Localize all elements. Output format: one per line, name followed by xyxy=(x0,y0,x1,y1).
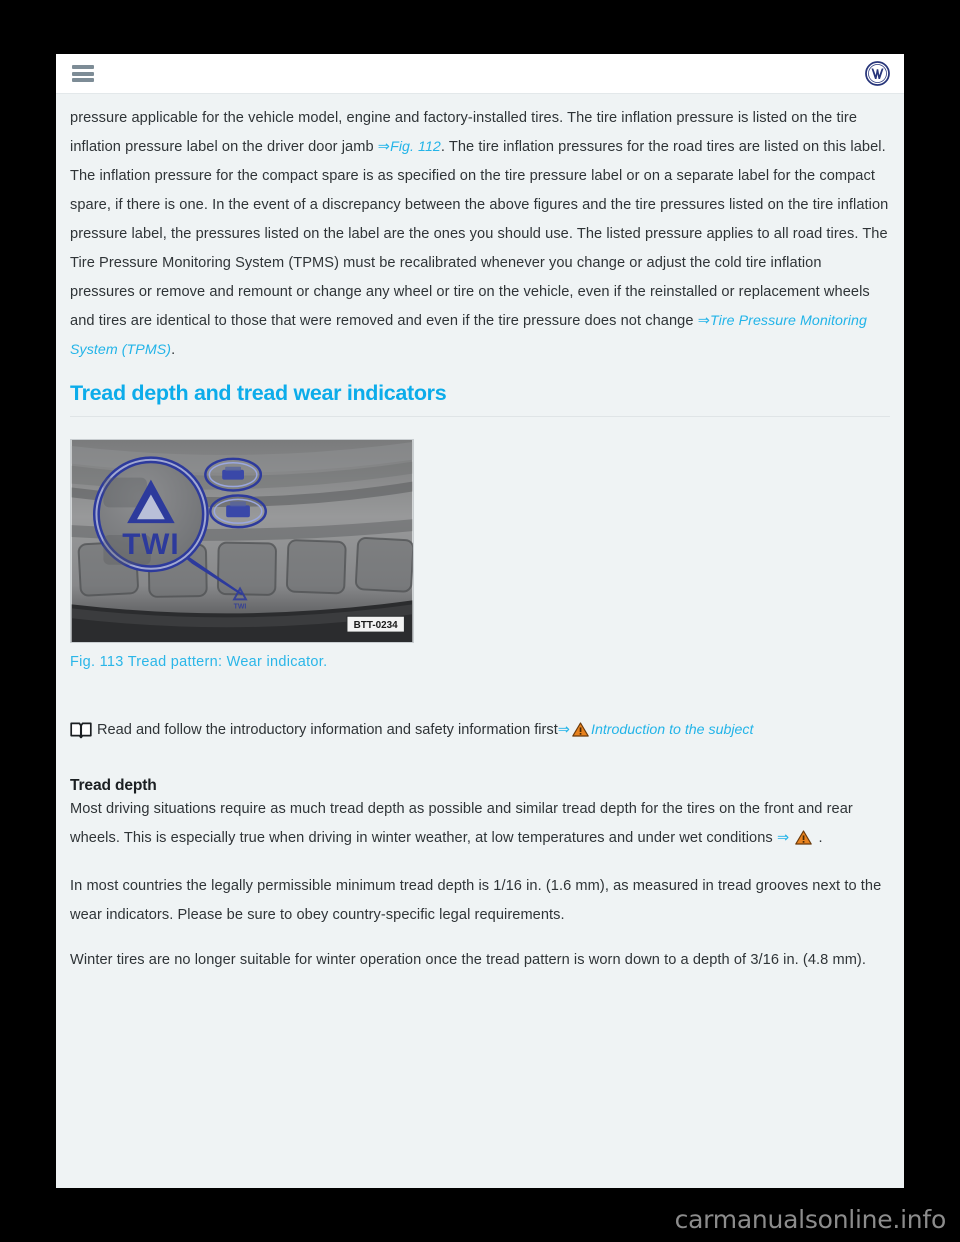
paragraph-text-part-1: pressure applicable for the vehicle model, engine and factory-installed tires. The tire inflation pressure is listed on the tire inflation pressure label on the driver door jamb xyxy=(70,110,858,155)
svg-text:TWI: TWI xyxy=(233,603,247,611)
cross-reference-introduction[interactable]: Introduction to the subject xyxy=(591,722,754,738)
paragraph-minimum-tread-depth: In most countries the legally permissible minimum tread depth is 1/16 in. (1.6 mm), as measured in tread grooves next to the wear indicators. Please be sure to obey country-specific legal requirements. xyxy=(70,878,882,923)
paragraph-text-part-2: . xyxy=(818,830,823,846)
paragraph-text-part-2: . The tire inflation pressures for the road tires are listed on this label. The inflation pressure for the compact spare is as specified on the tire pressure label or on a separate label for the compact spare, if there is one. In the event of a discrepancy between the above figures and the tire pressures listed on the tire inflation pressure label, the pressures listed on the label are the ones you should use. The listed pressure applies to all road tires. The Tire Pressure Monitoring System (TPMS) must be recalibrated whenever you change or adjust the cold tire inflation pressures or remove and remount or change any wheel or tire on the vehicle, even if the reinstalled or replacement wheels and tires are identical to those that were removed and even if the tire pressure does not change xyxy=(70,139,889,329)
paragraph-continuation xyxy=(70,104,890,365)
manual-page xyxy=(56,54,904,1188)
paragraph-text-part-1: Most driving situations require as much tread depth as possible and similar tread depth for the tires on the front and rear wheels. This is especially true when driving in winter weather, at low temperatures and under wet conditions xyxy=(70,801,853,846)
svg-text:BTT-0234: BTT-0234 xyxy=(353,620,398,632)
hamburger-bar xyxy=(72,65,94,69)
xref-arrow-icon: ⇒ xyxy=(697,313,710,329)
paragraph-text-part-3: . xyxy=(171,342,176,358)
xref-arrow-icon: ⇒ xyxy=(557,722,570,738)
paragraph-tread-depth xyxy=(70,795,890,856)
vw-logo-icon[interactable] xyxy=(865,61,890,86)
cross-reference-fig-112[interactable]: Fig. 112 xyxy=(390,139,441,155)
cross-reference-tpms[interactable]: Tire Pressure Monitoring System (TPMS) xyxy=(70,313,867,358)
warning-triangle-icon xyxy=(572,719,589,747)
note-text: Read and follow the introductory information and safety information first xyxy=(97,722,558,738)
svg-text:TWI: TWI xyxy=(122,527,180,561)
site-watermark: carmanualsonline.info xyxy=(674,1205,946,1234)
section-title: Tread depth and tread wear indicators xyxy=(70,381,890,417)
figure-caption: Fig. 113 Tread pattern: Wear indicator. xyxy=(70,654,328,670)
open-book-icon xyxy=(70,721,92,749)
subsection-title: Tread depth xyxy=(70,777,157,794)
figure-block xyxy=(70,439,890,670)
page-content xyxy=(56,94,904,975)
xref-arrow-icon: ⇒ xyxy=(776,830,790,846)
paragraph-winter-tires: Winter tires are no longer suitable for winter operation once the tread pattern is worn down to a depth of 3/16 in. (4.8 mm). xyxy=(70,952,866,968)
xref-arrow-icon: ⇒ xyxy=(377,139,391,155)
hamburger-bar xyxy=(72,72,94,76)
warning-triangle-icon xyxy=(795,827,812,856)
hamburger-menu-icon[interactable] xyxy=(72,65,94,82)
hamburger-bar xyxy=(72,78,94,82)
figure-code-label xyxy=(347,616,404,632)
toolbar xyxy=(56,54,904,94)
tread-pattern-wear-indicator-illustration xyxy=(70,439,414,643)
introductory-note xyxy=(70,716,890,749)
